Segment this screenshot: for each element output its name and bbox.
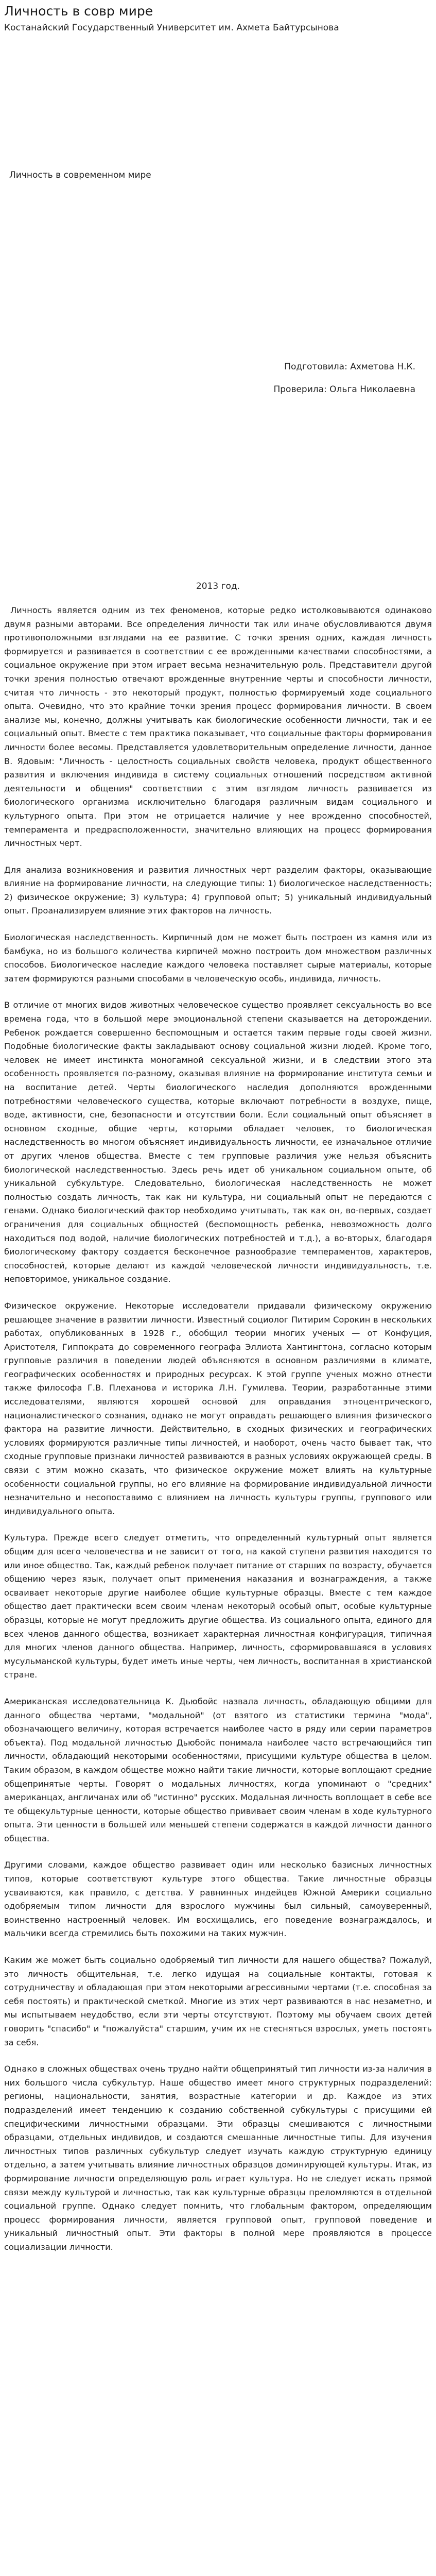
document-title: Личность в совр мире — [4, 4, 153, 19]
paragraph: Физическое окружение. Некоторые исследователи придавали физическому окружению решающее значение в развитии личности. Известный социолог Питирим Сорокин в нескольких работах, опубликованных в 1928 г., обобщил теории многих ученых — от Конфуция, Аристотеля, Гиппократа до современного географа Эллиота Хантингтона, согласно которым групповые различия в поведении людей объясняются в основном различиями в климате, географических особенностях и природных ресурсах. К этой группе ученых можно отнести также философа Г.В. Плеханова и историка Л.Н. Гумилева. Теории, разработанные этими исследователями, являются хорошей основой для оправдания этноцентрического, националистического сознания, однако не могут оправдать решающего влияния физического фактора на развитие личности. Действительно, в сходных физических и географических условиях формируются различные типы личностей, и наоборот, очень часто бывает так, что сходные групповые признаки личностей развиваются в разных условиях окружающей среды. В связи с этим можно сказать, что физическое окружение может влиять на культурные особенности социальной группы, но его влияние на формирование индивидуальной личности незначительно и несопоставимо с влиянием на личность культуры группы, группового или индивидуального опыта. — [4, 1300, 432, 1516]
university-name: Костанайский Государственный Университет им. Ахмета Байтурсынова — [4, 23, 339, 33]
paragraph: Биологическая наследственность. Кирпичный дом не может быть построен из камня или из бамбука, но из большого количества кирпичей можно построить дом множеством различных способов. Биологическое наследие каждого человека поставляет сырые материалы, которые затем формируются разными способами в человеческую особь, индивида, личность. — [4, 933, 432, 984]
paragraph: Американская исследовательница К. Дьюбойс назвала личность, обладающую общими для данного общества чертами, "модальной" (от взятого из статистики термина "мода", обозначающего величину, которая встречается наиболее часто в ряду или серии параметров объекта). Под модальной личностью Дьюбойс понимала наиболее часто встречающийся тип личности, обладающий некоторыми особенностями, присущими культуре общества в целом. Таким образом, в каждом обществе можно найти такие личности, которые воплощают средние общепринятые черты. Говорят о модальных личностях, когда упоминают о "средних" американцах, англичанах или об "истинно" русских. Модальная личность воплощает в себе все те общекультурные ценности, которые общество прививает своим членам в ходе культурного опыта. Эти ценности в большей или меньшей степени содержатся в каждой личности данного общества. — [4, 1696, 432, 1843]
paragraph: Культура. Прежде всего следует отметить, что определенный культурный опыт является общим для всего человечества и не зависит от того, на какой ступени развития находится то или иное общество. Так, каждый ребенок получает питание от старших по возрасту, обучается общению через язык, получает опыт применения наказания и вознаграждения, а также осваивает некоторые другие наиболее общие культурные образцы. Вместе с тем каждое общество дает практически всем своим членам некоторый особый опыт, особые культурные образцы, которые не могут предложить другие общества. Из социального опыта, единого для всех членов данного общества, возникает характерная личностная конфигурация, типичная для многих членов данного общества. Например, личность, сформировавшаяся в условиях мусульманской культуры, будет иметь иные черты, чем личность, воспитанная в христианской стране. — [4, 1533, 432, 1680]
paragraph: Личность является одним из тех феноменов, которые редко истолковываются одинаково двумя разными авторами. Все определения личности так или иначе обусловливаются двумя противоположными взглядами на ее развитие. С точки зрения одних, каждая личность формируется и развивается в соответствии с ее врожденными качествами способностями, а социальное окружение при этом играет весьма незначительную роль. Представители другой точки зрения полностью отвечают врожденные внутренние черты и способности личности, считая что личность - это некоторый продукт, полностью формируемый ходе социального опыта. Очевидно, что это крайние точки зрения процесс формирования личности. В своем анализе мы, конечно, должны учитывать как биологические особенности личности, так и ее социальный опыт. Вместе с тем практика показывает, что социальные факторы формирования личности более весомы. Представляется удовлетворительным определение личности, данное В. Ядовым: "Личность - целостность социальных свойств человека, продукт общественного развития и включения индивида в систему социальных отношений посредством активной деятельности и общения" соответствии с этим взглядом личность развивается из биологического организма исключительно благодаря различным видам социального и культурного опыта. При этом не отрицается наличие у нее врожденно способностей, темперамента и предрасположенности, значительно влияющих на процесс формирования личностных черт. — [4, 605, 432, 849]
paragraph: Другими словами, каждое общество развивает один или несколько базисных личностных типов, которые соответствуют культуре этого общества. Такие личностные образцы усваиваются, как правило, с детства. У равнинных индейцев Южной Америки социально одобряемым типом личности для взрослого мужчины был сильный, самоуверенный, воинственно настроенный человек. Им восхищались, его поведение вознаграждалось, и мальчики всегда стремились быть похожими на таких мужчин. — [4, 1860, 432, 1939]
essay-subject: Личность в современном мире — [9, 170, 151, 180]
prepared-by: Подготовила: Ахметова Н.К. — [284, 362, 415, 372]
paragraph: Однако в сложных обществах очень трудно найти общепринятый тип личности из-за наличия в них большого числа субкультур. Наше общество имеет много структурных подразделений: регионы, национальности, занятия, возрастные категории и др. Каждое из этих подразделений имеет тенденцию к созданию собственной субкультуры с присущими ей специфическими личностными образцами. Эти образцы смешиваются с личностными образцами, отдельных индивидов, и создаются смешанные личностные типы. Для изучения личностных типов различных субкультур следует изучать каждую структурную единицу отдельно, а затем учитывать влияние личностных образцов доминирующей культуры. Итак, из формирование личности определяющую роль играет культура. Но не следует искать прямой связи между культурой и личностью, так как культурные образцы преломляются в отдельной социальной группе. Однако следует помнить, что глобальным фактором, определяющим процесс формирования личности, является групповой опыт, групповой поведение и уникальный личностный опыт. Эти факторы в полной мере проявляются в процессе социализации личности. — [4, 2064, 432, 2252]
paragraph: Для анализа возникновения и развития личностных черт разделим факторы, оказывающие влияние на формирование личности, на следующие типы: 1) биологическое наследственность; 2) физическое окружение; 3) культура; 4) групповой опыт; 5) уникальный индивидуальный опыт. Проанализируем влияние этих факторов на личность. — [4, 865, 432, 916]
essay-body — [4, 604, 432, 2267]
paragraph: В отличие от многих видов животных человеческое существо проявляет сексуальность во все времена года, что в большой мере эмоциональной степени сказывается на деторождении. Ребенок рождается совершенно беспомощным и остается таким первые годы своей жизни. Подобные биологические факты закладывают основу социальной жизни людей. Кроме того, человек не имеет инстинкта моногамной сексуальной жизни, и в следствии этого эта особенность проявляется по-разному, оказывая влияние на формирование института семьи и на воспитание детей. Черты биологического наследия дополняются врожденными потребностями человеческого существа, которые включают потребности в воздухе, пище, воде, активности, сне, безопасности и отсутствии боли. Если социальный опыт объясняет в основном сходные, общие черты, которыми обладает человек, то биологическая наследственность во многом объясняет индивидуальность личности, ее изначальное отличие от других членов общества. Вместе с тем групповые различия уже нельзя объяснить биологической наследственностью. Здесь речь идет об уникальном социальном опыте, об уникальной субкультуре. Следовательно, биологическая наследственность не может полностью создать личность, так как ни культура, ни социальный опыт не передаются с генами. Однако биологический фактор необходимо учитывать, так как он, во-первых, создает ограничения для социальных общностей (беспомощность ребенка, невозможность долго находиться под водой, наличие биологических потребностей и т.д.), а во-вторых, благодаря биологическому фактору создается бесконечное разнообразие темпераментов, характеров, способностей, которые делают из каждой человеческой личности индивидуальность, т.е. неповторимое, уникальное создание. — [4, 1000, 432, 1284]
year: 2013 год. — [196, 581, 240, 591]
paragraph: Каким же может быть социально одобряемый тип личности для нашего общества? Пожалуй, это личность общительная, т.е. легко идущая на социальные контакты, готовая к сотрудничеству и обладающая при этом некоторыми агрессивными чертами (т.е. способная за себя постоять) и практической сметкой. Многие из этих черт развиваются в нас незаметно, и мы испытываем неудобство, если эти черты отсутствуют. Поэтому мы обучаем своих детей говорить "спасибо" и "пожалуйста" старшим, учим их не стесняться взрослых, уметь постоять за себя. — [4, 1955, 432, 2047]
checked-by: Проверила: Ольга Николаевна — [273, 384, 415, 395]
